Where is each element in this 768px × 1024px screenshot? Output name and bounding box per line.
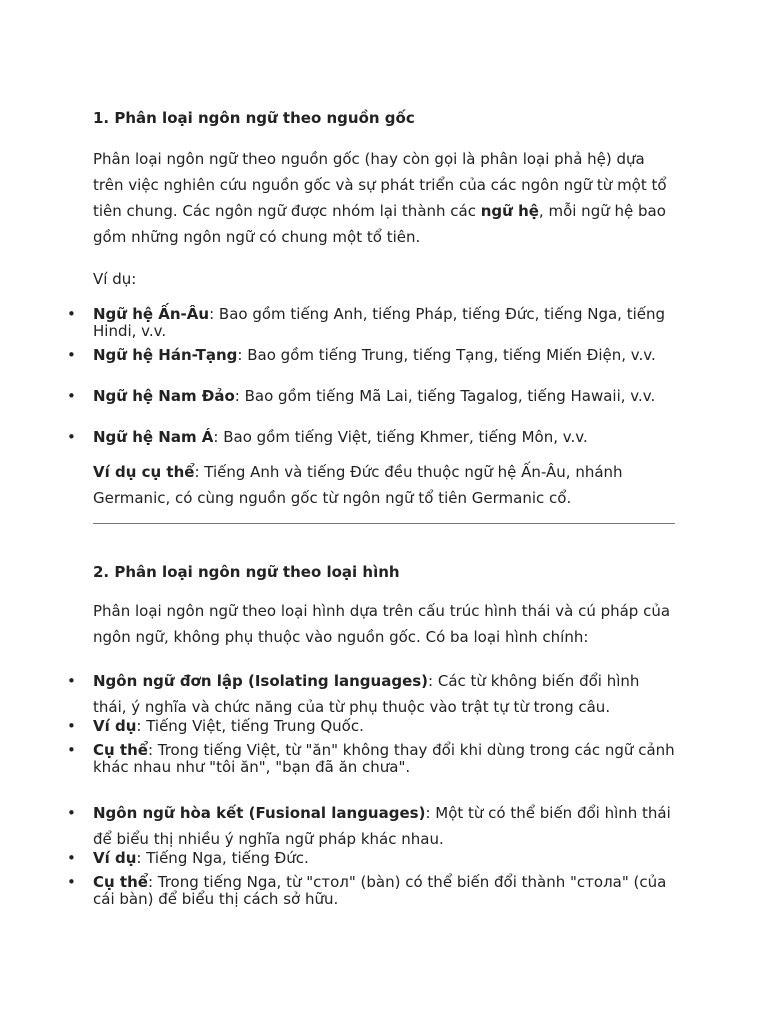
section1-intro xyxy=(93,146,675,250)
isolating-list xyxy=(93,668,675,776)
family-name: Ngữ hệ Hán-Tạng xyxy=(93,346,238,364)
list-item xyxy=(93,850,675,874)
list-item xyxy=(93,718,675,742)
concrete-label: Cụ thể xyxy=(93,873,148,891)
section1-example-label: Ví dụ: xyxy=(93,270,137,288)
family-desc: : Bao gồm tiếng Anh, tiếng Pháp, tiếng Đức, tiếng Nga, tiếng Hindi, v.v. xyxy=(93,305,666,340)
family-desc: : Bao gồm tiếng Việt, tiếng Khmer, tiếng Môn, v.v. xyxy=(213,428,588,446)
section1-concrete-example xyxy=(93,459,675,511)
concrete-text: : Trong tiếng Nga, từ "стол" (bàn) có thể biến đổi thành "стола" (của cái bàn) để biểu thị cách sở hữu. xyxy=(93,873,667,908)
list-item xyxy=(93,347,675,388)
section-divider xyxy=(93,523,675,524)
list-item xyxy=(93,388,675,429)
concrete-label: Cụ thể xyxy=(93,741,148,759)
example-label: Ví dụ xyxy=(93,849,137,867)
section1-intro-text: Phân loại ngôn ngữ theo nguồn gốc (hay còn gọi là phân loại phả hệ) dựa trên việc nghiên cứu nguồn gốc và sự phát triển của các ngôn ngữ từ một tổ tiên chung. Các ngôn ngữ được nhóm lại thành các xyxy=(93,150,667,220)
concrete-text: : Tiếng Anh và tiếng Đức đều thuộc ngữ hệ Ấn-Âu, nhánh Germanic, có cùng nguồn gốc từ ngôn ngữ tổ tiên Germanic cổ. xyxy=(93,463,623,507)
type-desc: : Một từ có thể biến đổi hình thái để biểu thị nhiều ý nghĩa ngữ pháp khác nhau. xyxy=(93,804,671,848)
concrete-label: Ví dụ cụ thể xyxy=(93,463,195,481)
list-item xyxy=(93,874,675,908)
type-name: Ngôn ngữ đơn lập (Isolating languages) xyxy=(93,672,429,690)
example-label: Ví dụ xyxy=(93,717,137,735)
family-name: Ngữ hệ Nam Đảo xyxy=(93,387,235,405)
example-text: : Tiếng Việt, tiếng Trung Quốc. xyxy=(136,717,364,735)
section1-heading: 1. Phân loại ngôn ngữ theo nguồn gốc xyxy=(93,109,415,127)
section2-heading: 2. Phân loại ngôn ngữ theo loại hình xyxy=(93,563,400,581)
example-text: : Tiếng Nga, tiếng Đức. xyxy=(136,849,309,867)
list-item xyxy=(93,306,675,347)
list-item xyxy=(93,742,675,776)
type-name: Ngôn ngữ hòa kết (Fusional languages) xyxy=(93,804,426,822)
fusional-list xyxy=(93,800,675,908)
family-desc: : Bao gồm tiếng Trung, tiếng Tạng, tiếng Miến Điện, v.v. xyxy=(237,346,656,364)
family-name: Ngữ hệ Nam Á xyxy=(93,428,214,446)
type-desc: : Các từ không biến đổi hình thái, ý nghĩa và chức năng của từ phụ thuộc vào trật tự từ trong câu. xyxy=(93,672,640,716)
list-item xyxy=(93,668,675,718)
concrete-text: : Trong tiếng Việt, từ "ăn" không thay đổi khi dùng trong các ngữ cảnh khác nhau như "tôi ăn", "bạn đã ăn chưa". xyxy=(93,741,675,776)
section2-intro: Phân loại ngôn ngữ theo loại hình dựa trên cấu trúc hình thái và cú pháp của ngôn ngữ, không phụ thuộc vào nguồn gốc. Có ba loại hình chính: xyxy=(93,602,671,646)
family-name: Ngữ hệ Ấn-Âu xyxy=(93,305,210,323)
family-desc: : Bao gồm tiếng Mã Lai, tiếng Tagalog, tiếng Hawaii, v.v. xyxy=(234,387,656,405)
list-item xyxy=(93,800,675,850)
list-item xyxy=(93,429,675,446)
family-list xyxy=(93,306,675,446)
section1-intro-text-end: , mỗi ngữ hệ bao gồm những ngôn ngữ có chung một tổ tiên. xyxy=(93,202,666,246)
section1-intro-bold: ngữ hệ xyxy=(480,202,539,220)
